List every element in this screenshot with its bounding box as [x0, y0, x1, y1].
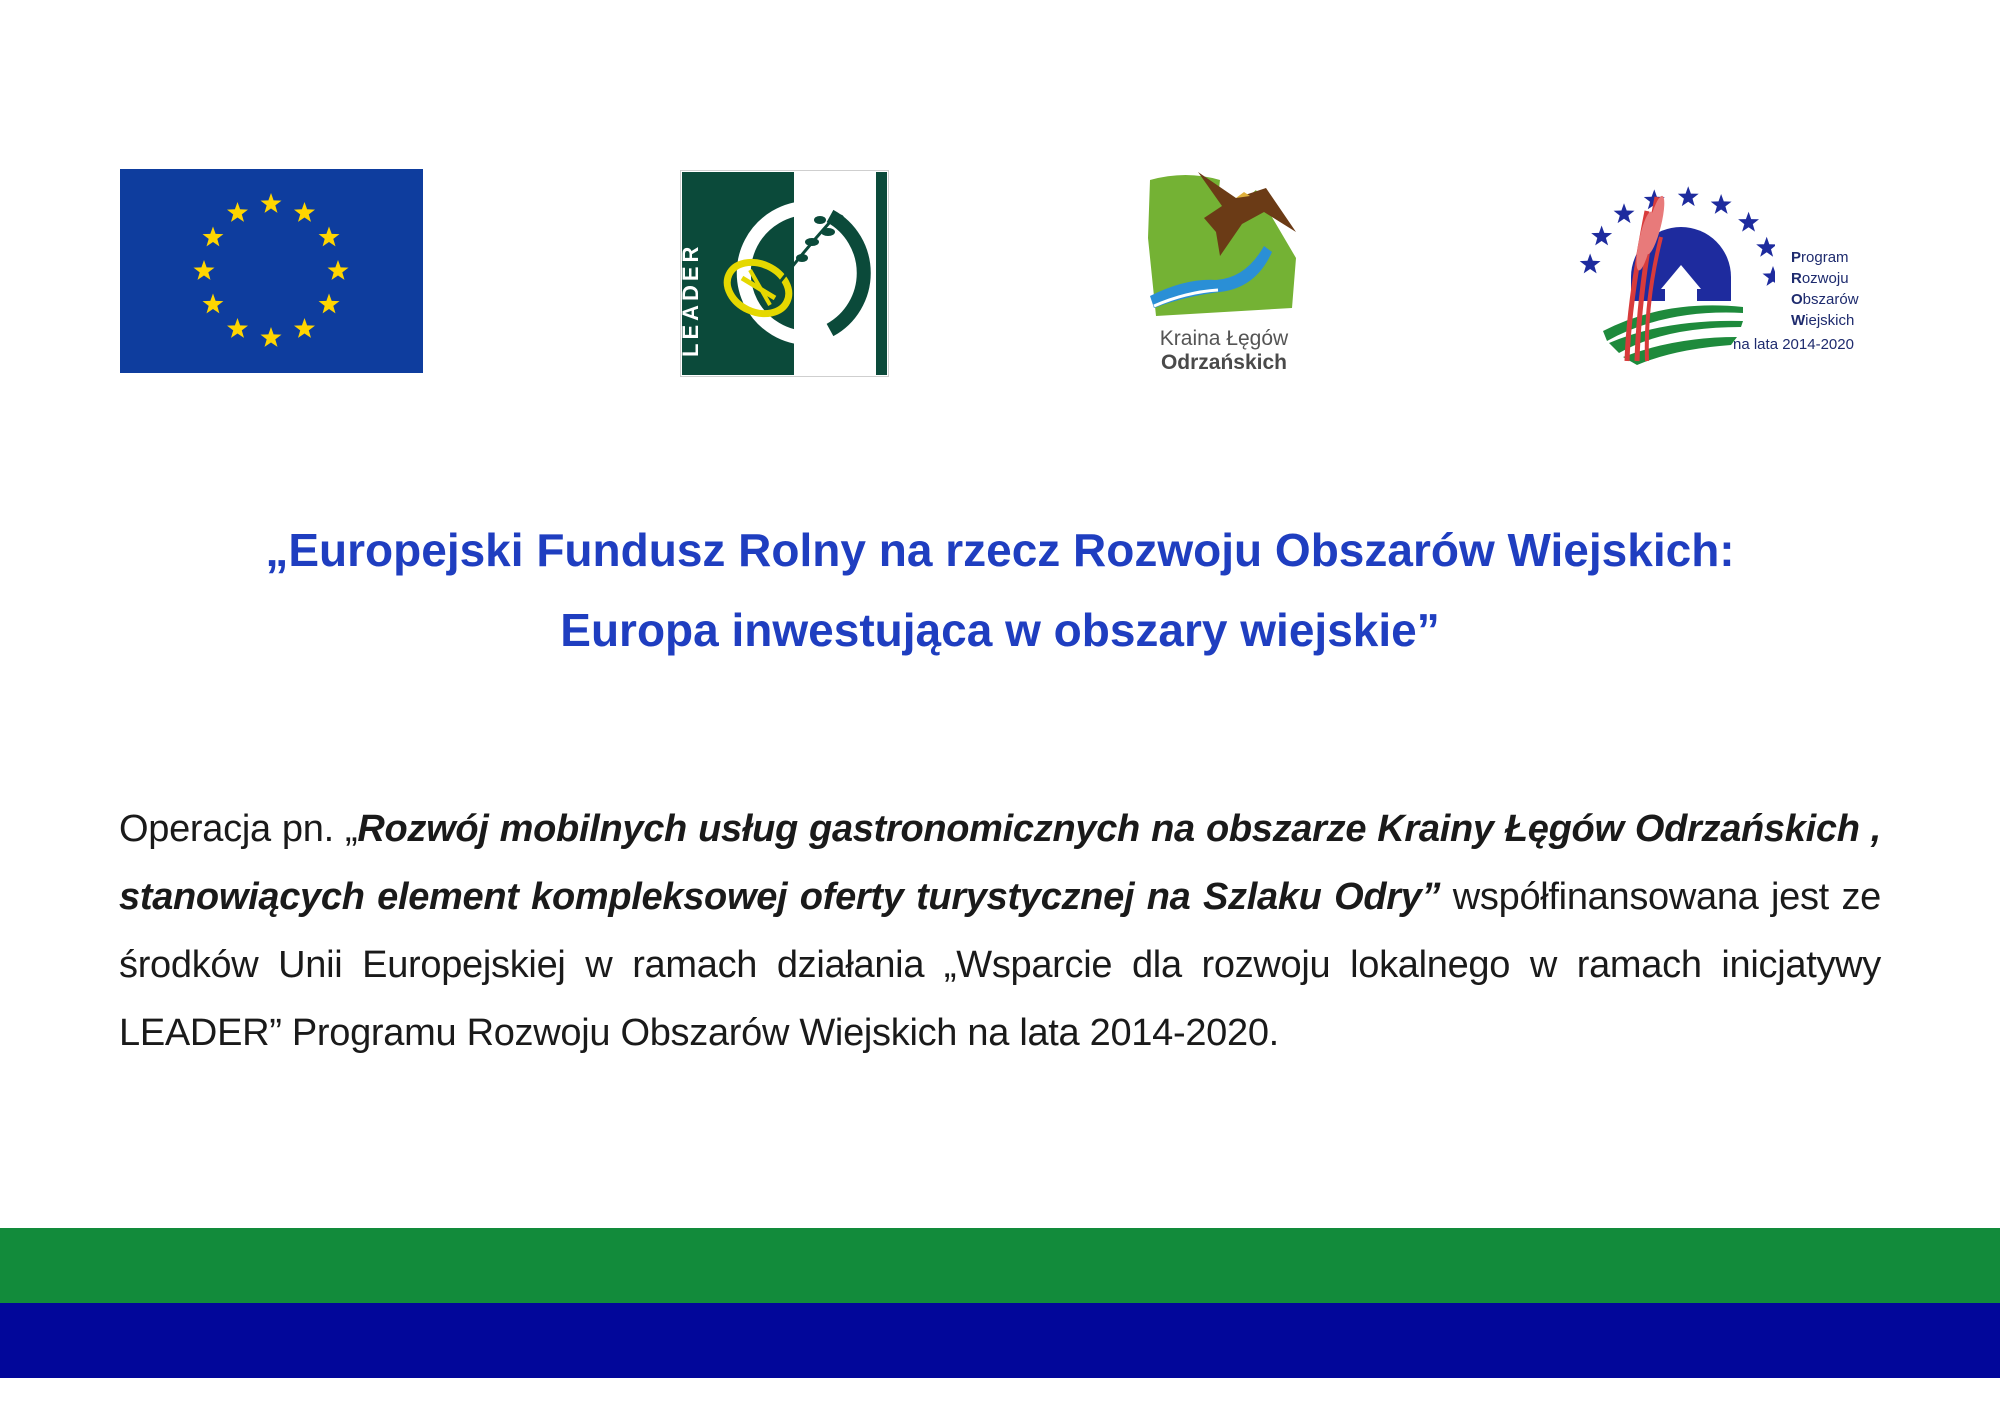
headline-line-2: Europa inwestująca w obszary wiejskie” — [560, 604, 1440, 656]
operation-title: Rozwój mobilnych usług gastronomicznych na obszarze Krainy Łęgów Odrzańskich , stanowiących element kompleksowej oferty turystycznej na Szlaku Odry” — [119, 808, 1881, 918]
klo-logo — [1146, 168, 1302, 380]
eu-flag-icon — [120, 169, 423, 373]
prow-star-icon — [1591, 226, 1612, 246]
prow-line-1: Program — [1791, 249, 1849, 266]
klo-line1: Kraina Łęgów — [1159, 327, 1289, 350]
prow-star-icon — [1711, 194, 1732, 214]
headline-line-1: „Europejski Fundusz Rolny na rzecz Rozwoju Obszarów Wiejskich: — [265, 524, 1735, 576]
leader-logo-icon — [680, 170, 889, 377]
leader-vertical-text: LEADER — [678, 242, 703, 358]
prow-logo — [1565, 181, 1895, 371]
prow-line-2: Rozwoju — [1791, 270, 1849, 287]
operation-description — [119, 795, 1881, 1067]
prow-star-icon — [1763, 266, 1776, 286]
green-stripe — [0, 1228, 2000, 1303]
leader-logo — [680, 170, 889, 377]
body-prefix: Operacja pn. „ — [119, 808, 358, 850]
prow-star-icon — [1614, 203, 1635, 223]
blue-stripe — [0, 1303, 2000, 1378]
body-suffix: współfinansowana jest ze środków Unii Europejskiej w ramach działania „Wsparcie dla rozwoju lokalnego w ramach inicjatywy LEADER” Programu Rozwoju Obszarów Wiejskich na lata 2014-2020. — [119, 876, 1881, 1054]
prow-line-4: Wiejskich — [1791, 312, 1855, 329]
klo-emblem-icon — [1146, 168, 1302, 318]
headline — [100, 510, 1900, 670]
prow-star-icon — [1756, 237, 1775, 257]
prow-star-icon — [1738, 212, 1759, 232]
prow-years: na lata 2014-2020 — [1733, 336, 1854, 353]
prow-star-icon — [1678, 186, 1699, 206]
prow-line-3: Obszarów — [1791, 291, 1859, 308]
prow-star-icon — [1580, 254, 1601, 274]
prow-name — [1791, 247, 1859, 331]
klo-line2: Odrzańskich — [1160, 351, 1288, 374]
eu-flag-logo — [120, 169, 423, 373]
